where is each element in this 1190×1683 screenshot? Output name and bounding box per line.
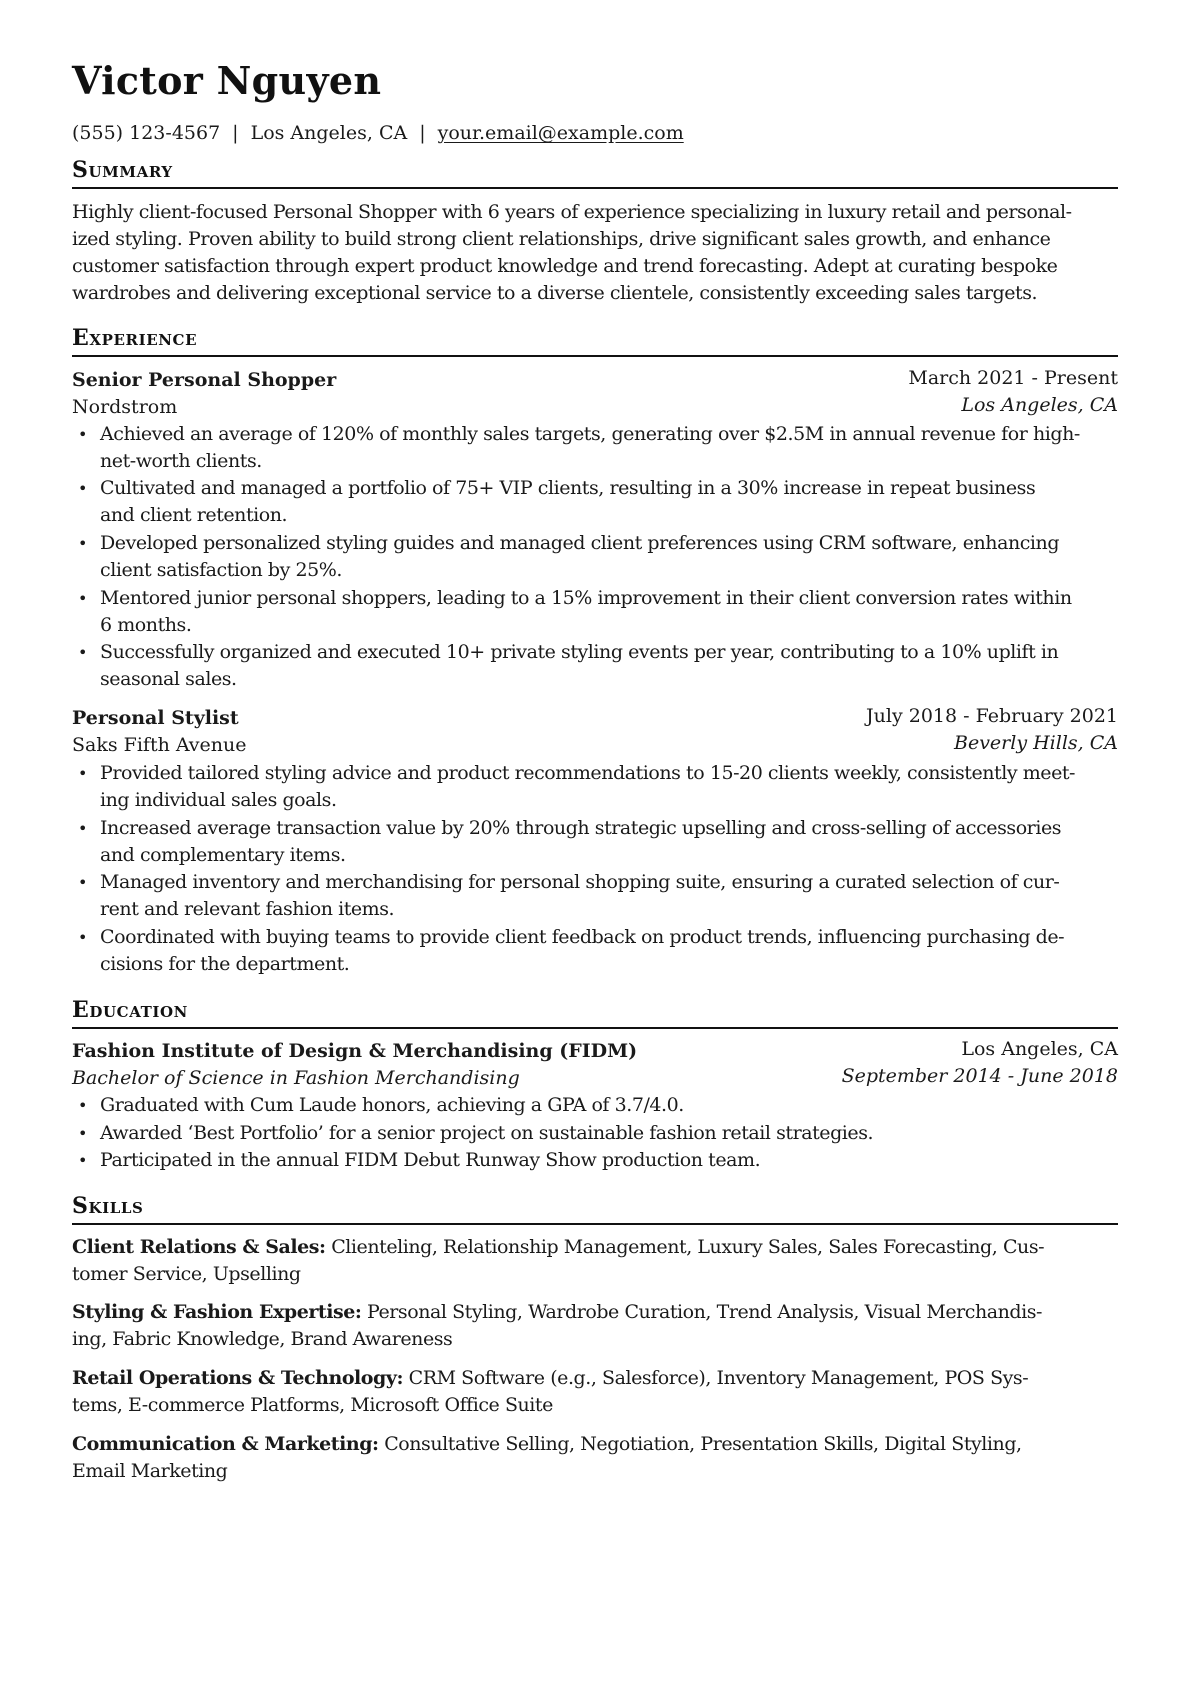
summary-line: wardrobes and delivering exceptional service to a diverse clientele, consistently exceeding sales targets. xyxy=(72,282,1038,304)
section-divider xyxy=(72,1223,1118,1225)
bullet-text: and client retention. xyxy=(100,504,288,526)
bullet-icon: • xyxy=(78,1124,88,1143)
bullet-icon: • xyxy=(78,928,88,947)
summary-line: Highly client-focused Personal Shopper with 6 years of experience specializing in luxury retail and personal- xyxy=(72,201,1072,223)
school-name: Fashion Institute of Design & Merchandising (FIDM) xyxy=(72,1040,638,1062)
skill-group xyxy=(72,1234,1044,1261)
job-location: Beverly Hills, CA xyxy=(953,732,1118,754)
bullet-text: Coordinated with buying teams to provide client feedback on product trends, influencing purchasing de- xyxy=(100,926,1065,948)
bullet-icon: • xyxy=(78,873,88,892)
separator: | xyxy=(232,122,239,144)
section-title-education: Education xyxy=(72,997,188,1023)
section-title-experience: Experience xyxy=(72,325,198,351)
skill-values: CRM Software (e.g., Salesforce), Inventory Management, POS Sys- xyxy=(403,1367,1029,1389)
bullet-text: rent and relevant fashion items. xyxy=(100,898,395,920)
skill-values: Clienteling, Relationship Management, Luxury Sales, Sales Forecasting, Cus- xyxy=(325,1236,1045,1258)
summary-line: customer satisfaction through expert product knowledge and trend forecasting. Adept at curating bespoke xyxy=(72,255,1058,277)
skill-group xyxy=(72,1431,1022,1458)
bullet-icon: • xyxy=(78,1151,88,1170)
skill-label: Styling & Fashion Expertise: xyxy=(72,1301,362,1323)
bullet-icon: • xyxy=(78,764,88,783)
bullet-text: ing individual sales goals. xyxy=(100,789,337,811)
bullet-text: net-worth clients. xyxy=(100,450,262,472)
summary-line: ized styling. Proven ability to build strong client relationships, drive significant sales growth, and enhance xyxy=(72,228,1051,250)
bullet-text: cisions for the department. xyxy=(100,953,350,975)
section-divider xyxy=(72,355,1118,357)
job-company: Nordstrom xyxy=(72,396,178,418)
job-dates: July 2018 - February 2021 xyxy=(866,705,1118,727)
bullet-icon: • xyxy=(78,819,88,838)
bullet-icon: • xyxy=(78,643,88,662)
skill-label: Retail Operations & Technology: xyxy=(72,1367,404,1389)
bullet-text: Increased average transaction value by 20% through strategic upselling and cross-selling of accessories xyxy=(100,817,1062,839)
bullet-icon: • xyxy=(78,425,88,444)
skill-values-cont: tomer Service, Upselling xyxy=(72,1263,301,1285)
skill-label: Client Relations & Sales: xyxy=(72,1236,326,1258)
job-dates: March 2021 - Present xyxy=(908,367,1118,389)
bullet-icon: • xyxy=(78,534,88,553)
section-title-skills: Skills xyxy=(72,1193,144,1219)
job-company: Saks Fifth Avenue xyxy=(72,734,247,756)
bullet-text: Successfully organized and executed 10+ private styling events per year, contributing to a 10% uplift in xyxy=(100,641,1059,663)
skill-values: Personal Styling, Wardrobe Curation, Trend Analysis, Visual Merchandis- xyxy=(361,1301,1043,1323)
bullet-text: and complementary items. xyxy=(100,844,346,866)
bullet-icon: • xyxy=(78,1096,88,1115)
skill-values-cont: ing, Fabric Knowledge, Brand Awareness xyxy=(72,1328,453,1350)
education-dates: September 2014 - June 2018 xyxy=(841,1065,1118,1087)
job-location: Los Angeles, CA xyxy=(961,394,1118,416)
candidate-name: Victor Nguyen xyxy=(72,58,382,103)
bullet-text: Provided tailored styling advice and product recommendations to 15-20 clients weekly, consistently meet- xyxy=(100,762,1076,784)
skill-values-cont: tems, E-commerce Platforms, Microsoft Office Suite xyxy=(72,1394,553,1416)
bullet-text: Graduated with Cum Laude honors, achieving a GPA of 3.7/4.0. xyxy=(100,1094,684,1116)
bullet-text: Mentored junior personal shoppers, leading to a 15% improvement in their client conversion rates within xyxy=(100,587,1072,609)
email-link[interactable]: your.email@example.com xyxy=(437,122,684,144)
bullet-text: Awarded ‘Best Portfolio’ for a senior project on sustainable fashion retail strategies. xyxy=(100,1122,874,1144)
section-title-summary: Summary xyxy=(72,157,173,183)
bullet-icon: • xyxy=(78,479,88,498)
skill-group xyxy=(72,1299,1042,1326)
contact-line xyxy=(72,122,684,144)
skill-values-cont: Email Marketing xyxy=(72,1460,228,1482)
bullet-text: Achieved an average of 120% of monthly sales targets, generating over $2.5M in annual revenue for high- xyxy=(100,423,1080,445)
bullet-icon: • xyxy=(78,589,88,608)
bullet-text: client satisfaction by 25%. xyxy=(100,559,342,581)
bullet-text: Managed inventory and merchandising for personal shopping suite, ensuring a curated selection of cur- xyxy=(100,871,1060,893)
job-role: Personal Stylist xyxy=(72,707,239,729)
phone: (555) 123-4567 xyxy=(72,122,221,144)
degree: Bachelor of Science in Fashion Merchandising xyxy=(72,1067,520,1089)
bullet-text: Developed personalized styling guides and managed client preferences using CRM software, enhancing xyxy=(100,532,1060,554)
separator: | xyxy=(419,122,426,144)
section-divider xyxy=(72,187,1118,189)
bullet-text: Cultivated and managed a portfolio of 75+ VIP clients, resulting in a 30% increase in repeat business xyxy=(100,477,1036,499)
bullet-text: seasonal sales. xyxy=(100,668,237,690)
job-role: Senior Personal Shopper xyxy=(72,369,337,391)
location: Los Angeles, CA xyxy=(250,122,408,144)
school-location: Los Angeles, CA xyxy=(961,1038,1118,1060)
skill-label: Communication & Marketing: xyxy=(72,1433,379,1455)
bullet-text: Participated in the annual FIDM Debut Runway Show production team. xyxy=(100,1149,761,1171)
skill-values: Consultative Selling, Negotiation, Presentation Skills, Digital Styling, xyxy=(378,1433,1022,1455)
skill-group xyxy=(72,1365,1028,1392)
bullet-text: 6 months. xyxy=(100,614,192,636)
section-divider xyxy=(72,1027,1118,1029)
